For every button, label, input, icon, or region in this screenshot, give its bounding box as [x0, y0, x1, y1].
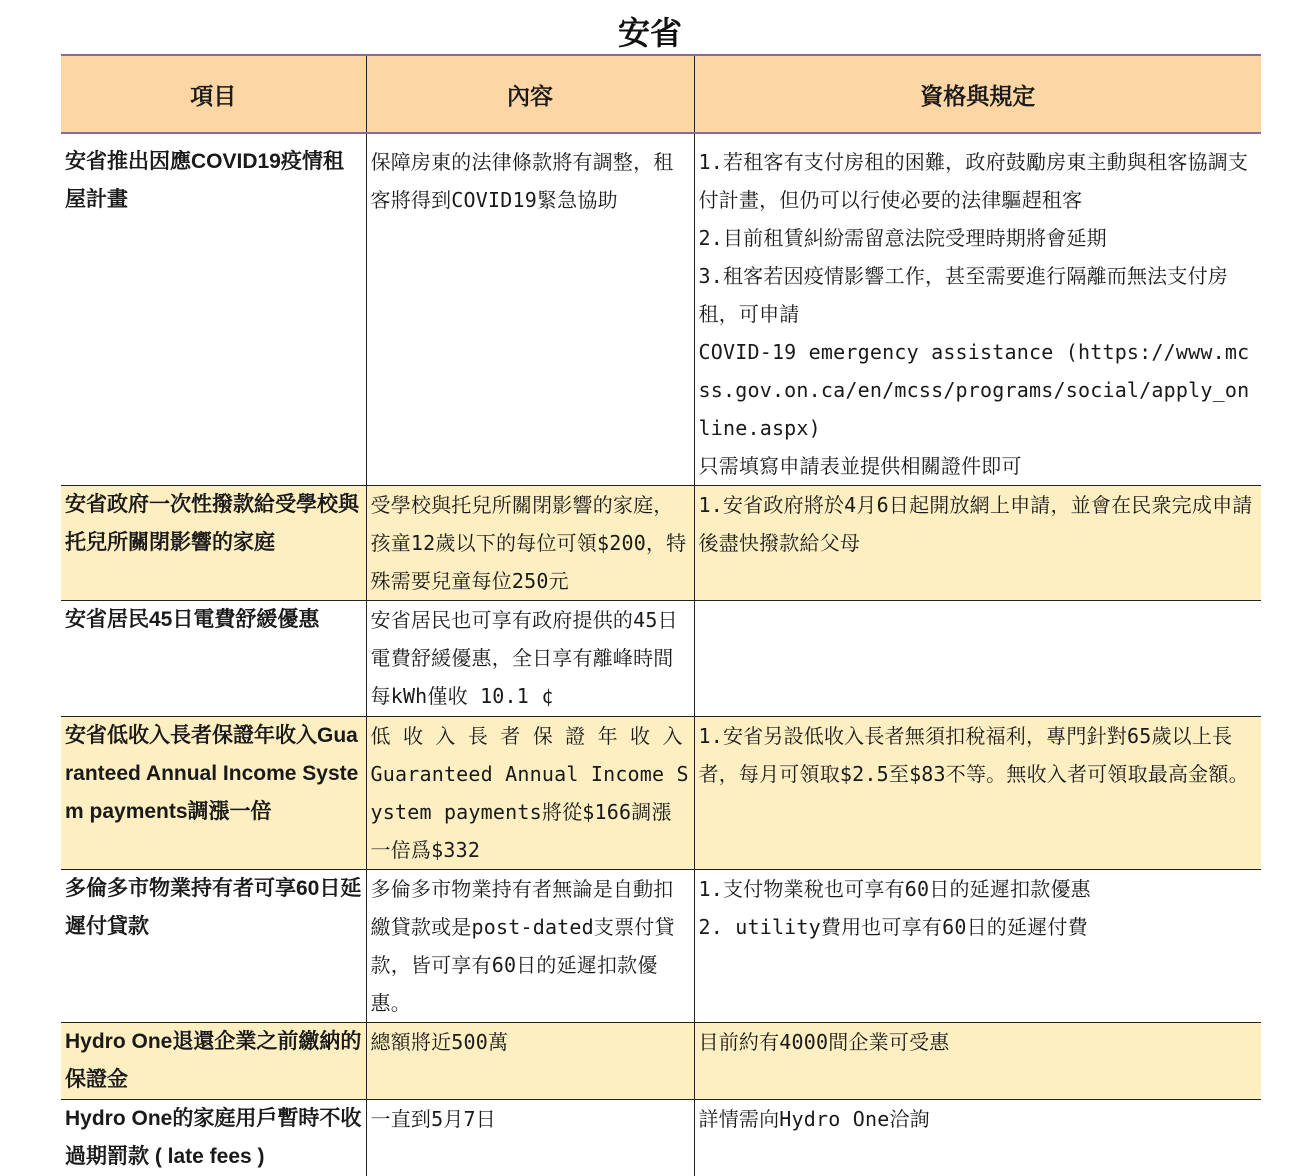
- rule-line: 詳情需向Hydro One洽詢: [699, 1100, 1260, 1138]
- row-rules: [694, 601, 1261, 717]
- rule-line: 3.租客若因疫情影響工作，甚至需要進行隔離而無法支付房租，可申請: [699, 257, 1260, 333]
- row-content: 受學校與托兒所關閉影響的家庭，孩童12歲以下的每位可領$200，特殊需要兒童每位250元: [366, 486, 694, 601]
- ontario-measures-table: [61, 54, 1261, 1176]
- row-content: 保障房東的法律條款將有調整，租客將得到COVID19緊急協助: [366, 133, 694, 486]
- row-rules: [694, 1100, 1261, 1176]
- rule-line: 目前約有4000間企業可受惠: [699, 1023, 1260, 1061]
- header-item: 項目: [61, 55, 366, 133]
- table-row: [61, 870, 1261, 1023]
- header-content: 內容: [366, 55, 694, 133]
- row-item: Hydro One退還企業之前繳納的保證金: [61, 1023, 366, 1100]
- row-content: 總額將近500萬: [366, 1023, 694, 1100]
- table-row: [61, 717, 1261, 870]
- rule-line: 1.支付物業稅也可享有60日的延遲扣款優惠: [699, 870, 1260, 908]
- table-row: [61, 1100, 1261, 1176]
- row-content: 低 收 入 長 者 保 證 年 收 入Guaranteed Annual Income System payments將從$166調漲一倍爲$332: [366, 717, 694, 870]
- row-rules: [694, 486, 1261, 601]
- rule-line: 1.安省另設低收入長者無須扣稅福利，專門針對65歲以上長者，每月可領取$2.5至$83不等。無收入者可領取最高金額。: [699, 717, 1260, 793]
- table-row: [61, 1023, 1261, 1100]
- row-rules: [694, 1023, 1261, 1100]
- row-item: Hydro One的家庭用戶暫時不收過期罰款 ( late fees ): [61, 1100, 366, 1176]
- row-item: 多倫多市物業持有者可享60日延遲付貸款: [61, 870, 366, 1023]
- rule-line: COVID-19 emergency assistance (https://www.mcss.gov.on.ca/en/mcss/programs/social/apply_online.aspx): [699, 333, 1260, 447]
- row-content: 安省居民也可享有政府提供的45日電費舒緩優惠，全日享有離峰時間每kWh僅收 10.1 ¢: [366, 601, 694, 717]
- table-row: [61, 601, 1261, 717]
- rule-line: 1.安省政府將於4月6日起開放網上申請，並會在民衆完成申請後盡快撥款給父母: [699, 486, 1260, 562]
- row-item: 安省政府一次性撥款給受學校與托兒所關閉影響的家庭: [61, 486, 366, 601]
- table-row: [61, 486, 1261, 601]
- rule-line: 只需填寫申請表並提供相關證件即可: [699, 447, 1260, 485]
- row-rules: [694, 870, 1261, 1023]
- row-item: 安省低收入長者保證年收入Guaranteed Annual Income System payments調漲一倍: [61, 717, 366, 870]
- rule-line: 2. utility費用也可享有60日的延遲付費: [699, 908, 1260, 946]
- row-content: 一直到5月7日: [366, 1100, 694, 1176]
- row-rules: [694, 717, 1261, 870]
- table-row: [61, 133, 1261, 486]
- row-content: 多倫多市物業持有者無論是自動扣繳貸款或是post-dated支票付貸款，皆可享有60日的延遲扣款優惠。: [366, 870, 694, 1023]
- page-title: 安省: [0, 8, 1300, 54]
- table-header-row: [61, 55, 1261, 133]
- row-item: 安省推出因應COVID19疫情租屋計畫: [61, 133, 366, 486]
- header-rules: 資格與規定: [694, 55, 1261, 133]
- row-item: 安省居民45日電費舒緩優惠: [61, 601, 366, 717]
- rule-line: 2.目前租賃糾紛需留意法院受理時期將會延期: [699, 219, 1260, 257]
- rule-line: 1.若租客有支付房租的困難，政府鼓勵房東主動與租客協調支付計畫，但仍可以行使必要的法律驅趕租客: [699, 143, 1260, 219]
- row-rules: [694, 133, 1261, 486]
